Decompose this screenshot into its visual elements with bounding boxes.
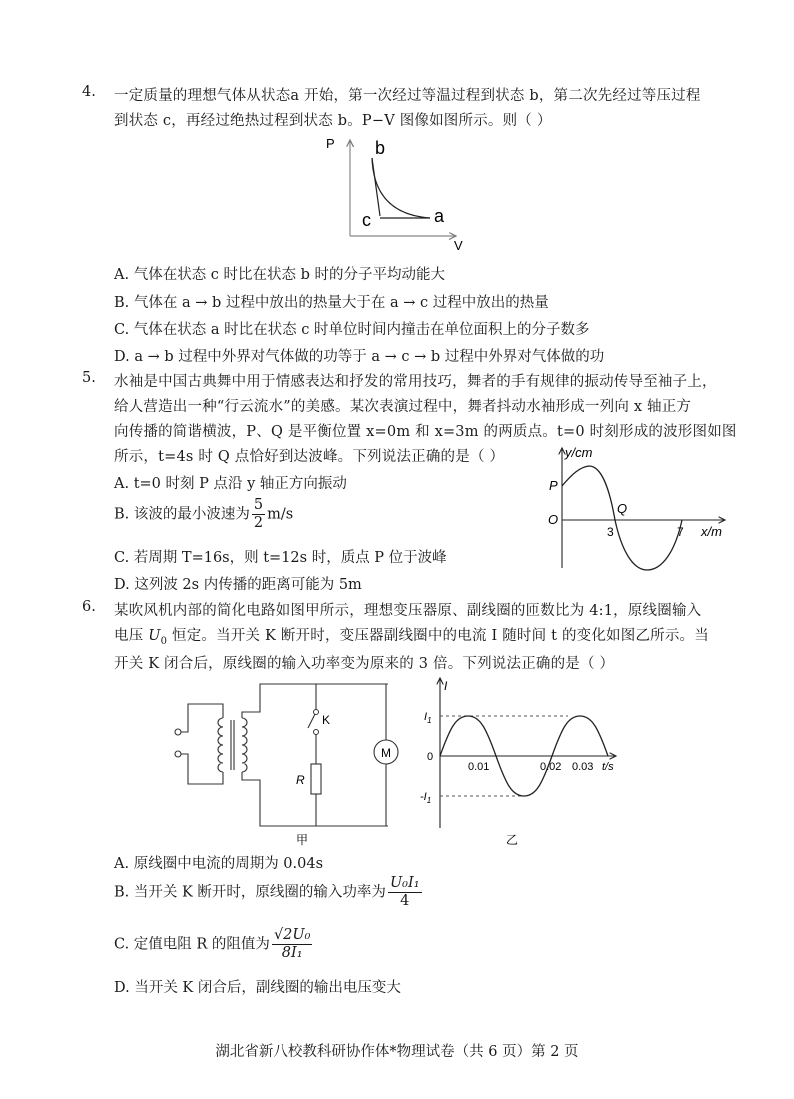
q4-number: 4. <box>82 84 96 100</box>
q5-option-b-denominator: 2 <box>253 515 264 531</box>
q6-stem-line2-pre: 电压 <box>114 628 144 644</box>
q6-option-a: A. 原线圈中电流的周期为 0.04s <box>114 856 324 872</box>
q4-pv-graph <box>320 132 470 252</box>
q6-i1-subscript: 1 <box>427 716 432 725</box>
q5-stem-line4: 所示，t=4s 时 Q 点恰好到达波峰。下列说法正确的是（ ） <box>114 449 505 465</box>
q5-number: 5. <box>82 370 96 386</box>
q5-stem-line2: 给人营造出一种“行云流水”的美感。某次表演过程中，舞者抖动水袖形成一列向 x 轴正方 <box>114 399 692 415</box>
q6-circuit-diagram <box>168 676 391 848</box>
q6-i-label: I <box>444 679 448 693</box>
q4-option-c: C. 气体在状态 a 时比在状态 c 时单位时间内撞击在单位面积上的分子数多 <box>114 322 590 338</box>
q4-option-b: B. 气体在 a → b 过程中放出的热量大于在 a → c 过程中放出的热量 <box>114 295 549 311</box>
q6-input-terminal-bottom <box>175 751 181 757</box>
q5-option-b-numerator: 5 <box>253 497 264 513</box>
q4-isotherm-curve <box>372 158 430 218</box>
q6-neg-i1-symbol: -I <box>420 791 427 803</box>
q6-option-b-denominator: 4 <box>400 893 410 909</box>
q6-neg-i1-label <box>420 791 431 805</box>
q6-option-b <box>114 875 424 910</box>
q6-motor-label: M <box>381 746 391 760</box>
q6-zero-label: 0 <box>427 751 434 763</box>
q6-i1-symbol: I <box>424 711 428 723</box>
q6-option-c <box>114 927 314 962</box>
q6-number: 6. <box>82 599 96 615</box>
q4-p-label: P <box>326 136 335 151</box>
q5-p-label: P <box>549 478 558 493</box>
q6-stem-line2 <box>114 624 709 647</box>
q6-u0-symbol: U <box>148 628 161 644</box>
q5-x-label: x/m <box>701 524 722 539</box>
q5-origin-label: O <box>548 512 559 527</box>
q6-graph-caption: 乙 <box>506 833 519 847</box>
q6-option-c-denominator: 8I₁ <box>281 945 303 961</box>
q4-option-d: D. a → b 过程中外界对气体做的功等于 a → c → b 过程中外界对气体做的功 <box>114 349 605 365</box>
q6-u0-subscript: 0 <box>160 635 168 647</box>
q5-option-b-fraction <box>252 497 265 532</box>
q6-input-terminal-top <box>175 729 181 735</box>
q6-resistor-r <box>311 764 321 794</box>
q5-option-d: D. 这列波 2s 内传播的距离可能为 5m <box>114 577 362 593</box>
q6-tick-002: 0.02 <box>540 761 562 773</box>
q6-tick-003: 0.03 <box>572 761 594 773</box>
q4-v-label: V <box>454 238 463 253</box>
q5-wave-curve <box>562 466 682 570</box>
q4-c-label: c <box>362 210 371 230</box>
q6-option-b-fraction <box>388 875 422 910</box>
q5-option-c: C. 若周期 T=16s，则 t=12s 时，质点 P 位于波峰 <box>114 550 447 566</box>
q6-option-b-text: B. 当开关 K 断开时，原线圈的输入功率为 <box>114 884 386 901</box>
q5-tick-3: 3 <box>607 525 614 539</box>
q4-adiabat-curve <box>372 158 380 216</box>
q5-q-label: Q <box>617 501 628 516</box>
q5-option-b-text: B. 该波的最小波速为 <box>114 506 250 523</box>
q5-option-b <box>114 497 293 532</box>
q6-stem-line2-post: 恒定。当开关 K 断开时，变压器副线圈中的电流 I 随时间 t 的变化如图乙所示。当 <box>167 628 709 644</box>
q6-current-graph <box>416 676 626 848</box>
q4-a-label: a <box>434 206 445 226</box>
q6-t-label: t/s <box>602 761 614 773</box>
q6-stem-line1: 某吹风机内部的简化电路如图甲所示，理想变压器原、副线圈的匝数比为 4:1，原线圈输入 <box>114 603 702 619</box>
q6-option-b-numerator: U₀I₁ <box>389 875 420 891</box>
q6-option-c-fraction <box>272 927 313 962</box>
q5-wave-graph <box>535 444 735 574</box>
q6-i1-label <box>424 711 432 725</box>
q6-option-d: D. 当开关 K 闭合后，副线圈的输出电压变大 <box>114 980 401 996</box>
q6-primary-coil <box>218 718 223 772</box>
q5-stem-line1: 水袖是中国古典舞中用于情感表达和抒发的常用技巧，舞者的手有规律的振动传导至袖子上， <box>114 374 717 390</box>
q5-tick-7: 7 <box>677 525 684 539</box>
q6-secondary-coil <box>242 718 247 772</box>
q4-stem-line2: 到状态 c，再经过绝热过程到状态 b。P−V 图像如图所示。则（ ） <box>114 113 552 129</box>
q5-stem-line3: 向传播的简谐横波，P、Q 是平衡位置 x=0m 和 x=3m 的两质点。t=0 时刻形成的波形图如图 <box>114 424 737 440</box>
q6-option-c-numerator: √2U₀ <box>273 927 311 943</box>
q5-y-label: y/cm <box>565 445 593 460</box>
q6-circuit-caption: 甲 <box>296 833 309 847</box>
q6-option-c-text: C. 定值电阻 R 的阻值为 <box>114 936 270 953</box>
page-footer: 湖北省新八校教科研协作体*物理试卷（共 6 页）第 2 页 <box>215 1044 579 1060</box>
q4-stem-line1: 一定质量的理想气体从状态a 开始，第一次经过等温过程到状态 b，第二次先经过等压过程 <box>114 88 701 104</box>
q4-b-label: b <box>375 138 386 158</box>
q5-option-b-unit: m/s <box>267 506 294 523</box>
q6-resistor-label: R <box>296 773 305 787</box>
q4-option-a: A. 气体在状态 c 时比在状态 b 时的分子平均动能大 <box>114 267 446 283</box>
q6-stem-line3: 开关 K 闭合后，原线圈的输入功率变为原来的 3 倍。下列说法正确的是（ ） <box>114 656 615 672</box>
q6-switch-label: K <box>322 713 331 727</box>
q6-neg-i1-subscript: 1 <box>426 796 432 805</box>
q6-tick-001: 0.01 <box>468 761 490 773</box>
q5-option-a: A. t=0 时刻 P 点沿 y 轴正方向振动 <box>114 476 347 492</box>
